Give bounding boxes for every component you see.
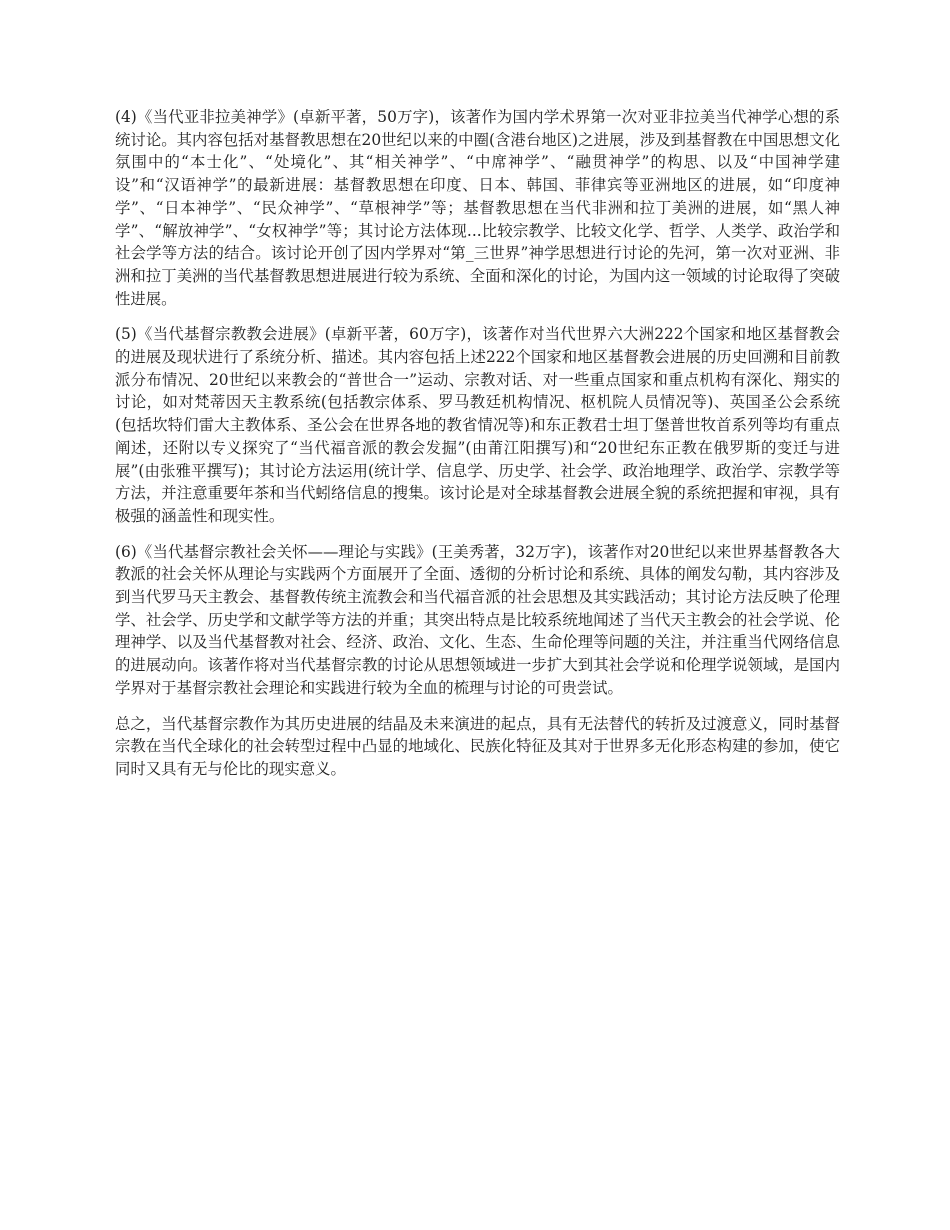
paragraph-conclusion: 总之，当代基督宗教作为其历史进展的结晶及未来演进的起点，具有无法替代的转折及过渡意义，同时基督宗教在当代全球化的社会转型过程中凸显的地域化、民族化特征及其对于世界多无化形态构建的参加，使它同时又具有无与伦比的现实意义。: [115, 714, 840, 778]
paragraph-book-5: (5)《当代基督宗教教会进展》(卓新平著，60万字)，该著作对当代世界六大洲222个国家和地区基督教会的进展及现状进行了系统分析、描述。其内容包括上述222个国家和地区基督教会进展的历史回溯和目前教派分布情况、20世纪以来教会的“普世合一”运动、宗教对话、对一些重点国家和重点机构有深化、翔实的讨论，如对梵蒂因天主教系统(包括教宗体系、罗马教廷机构情况、枢机院人员情况等)、英国圣公会系统(包括坎特们雷大主教体系、圣公会在世界各地的教省情况等)和东正教君士坦丁堡普世牧首系列等均有重点阐述，还附以专义探究了“当代福音派的教会发掘”(由莆江阳撰写)和“20世纪东正教在俄罗斯的变迁与进展”(由张雅平撰写)；其讨论方法运用(统计学、信息学、历史学、社会学、政治地理学、政治学、宗教学等方法，并注意重要年茶和当代蚓络信息的搜集。该讨论是对全球基督教会进展全貌的系统把握和审视，具有极强的涵盖性和现实性。: [115, 325, 840, 525]
document-body: [115, 106, 840, 794]
paragraph-book-6: (6)《当代基督宗教社会关怀——理论与实践》(王美秀著，32万字)，该著作对20世纪以来世界基督教各大教派的社会关怀从理论与实践两个方面展开了全面、透彻的分析讨论和系统、具体的阐发勾勒，其内容涉及到当代罗马天主教会、基督教传统主流教会和当代福音派的社会思想及其实践活动；其讨论方法反映了伦理学、社会学、历史学和文献学等方法的并重；其突出特点是比较系统地闻述了当代天主教会的社会学说、伦理神学、以及当代基督教对社会、经济、政治、文化、生态、生命伦理等问题的关注，并注重当代网络信息的进展动向。该著作将对当代基督宗教的讨论从思想领域进一步扩大到其社会学说和伦理学说领域，是国内学界对于基督宗教社会理论和实践进行较为全血的梳理与讨论的可贵尝试。: [115, 542, 840, 697]
paragraph-book-4: (4)《当代亚非拉美神学》(卓新平著，50万字)，该著作为国内学术界第一次对亚非拉美当代神学心想的系统讨论。其内容包括对基督教思想在20世纪以来的中圈(含港台地区)之进展，涉及到基督教在中国思想文化氛围中的“本士化”、“处境化”、其“相关神学”、“中席神学”、“融贯神学”的构思、以及“中国神学建设”和“汉语神学”的最新进展：基督教思想在印度、日本、韩国、菲律宾等亚洲地区的进展，如“印度神学”、“日本神学”、“民众神学”、“草根神学”等；基督教思想在当代非洲和拉丁美洲的进展，如“黑人神学”、“解放神学”、“女权神学”等；其讨论方法体现...比较宗教学、比较文化学、哲学、人类学、政治学和社会学等方法的结合。该讨论开创了因内学界对“第_三世界”神学思想进行讨论的先河，第一次对亚洲、非洲和拉丁美洲的当代基督教思想进展进行较为系统、全面和深化的讨论，为国内这一领域的讨论取得了突破性进展。: [115, 108, 840, 308]
